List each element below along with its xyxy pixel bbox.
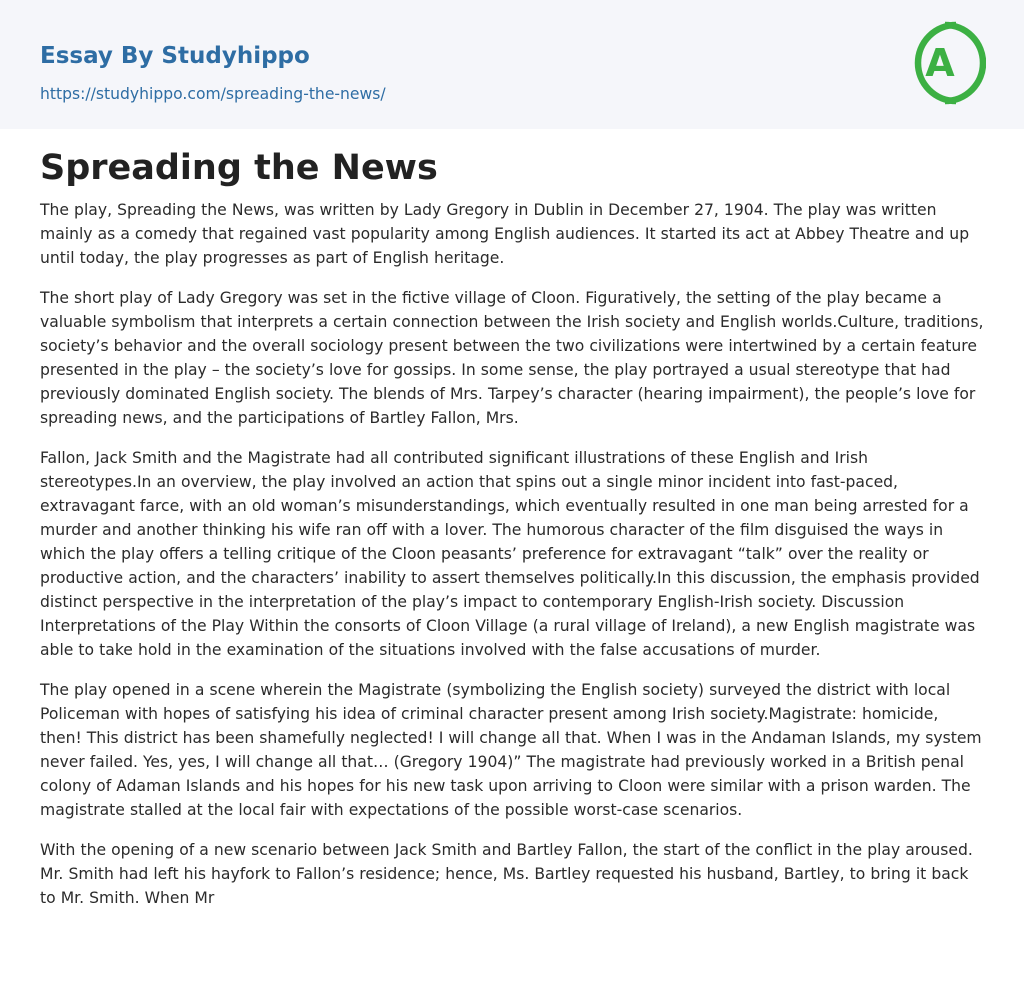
paragraph-2: The short play of Lady Gregory was set in the fictive village of Cloon. Figuratively, the setting of the play became a valuable symbolism that interprets a certain connection between the Irish society and English worlds.Culture, traditions, society’s behavior and the overall sociology present between the two civilizations were intertwined by a certain feature presented in the play – the society’s love for gossips. In some sense, the play portrayed a usual stereotype that had previously dominated English society. The blends of Mrs. Tarpey’s character (hearing impairment), the people’s love for spreading news, and the participations of Bartley Fallon, Mrs.: [40, 289, 984, 427]
paragraph-5: With the opening of a new scenario between Jack Smith and Bartley Fallon, the start of the conflict in the play aroused. Mr. Smith had left his hayfork to Fallon’s residence; hence, Ms. Bartley requested his husband, Bartley, to bring it back to Mr. Smith. When Mr: [40, 841, 973, 907]
paragraph-4: The play opened in a scene wherein the Magistrate (symbolizing the English society) surveyed the district with local Policeman with hopes of satisfying his idea of criminal character present among Irish society.Magistrate: homicide, then! This district has been shamefully neglected! I will change all that. When I was in the Andaman Islands, my system never failed. Yes, yes, I will change all that… (Gregory 1904)” The magistrate had previously worked in a British penal colony of Adaman Islands and his hopes for his new task upon arriving to Cloon were similar with a prison warden. The magistrate stalled at the local fair with expectations of the possible worst-case scenarios.: [40, 681, 982, 819]
article-url-link[interactable]: https://studyhippo.com/spreading-the-news/: [40, 85, 386, 103]
site-brand[interactable]: Essay By Studyhippo: [40, 43, 310, 69]
paragraph-3: Fallon, Jack Smith and the Magistrate had all contributed significant illustrations of these English and Irish stereotypes.In an overview, the play involved an action that spins out a single minor incident into fast-paced, extravagant farce, with an old woman’s misunderstandings, which eventually resulted in one man being arrested for a murder and another thinking his wife ran off with a lover. The humorous character of the film disguised the ways in which the play offers a telling critique of the Cloon peasants’ preference for extravagant “talk” over the reality or productive action, and the characters’ inability to assert themselves politically.In this discussion, the emphasis provided distinct perspective in the interpretation of the play’s impact to contemporary English-Irish society. Discussion Interpretations of the Play Within the consorts of Cloon Village (a rural village of Ireland), a new English magistrate was able to take hold in the examination of the situations involved with the false accusations of murder.: [40, 449, 980, 659]
logo-letter: A: [925, 41, 955, 85]
studyhippo-logo-icon[interactable]: [912, 19, 986, 107]
site-header: [0, 0, 1024, 129]
article-title: Spreading the News: [40, 148, 438, 188]
article-body: [40, 144, 984, 910]
paragraph-1: The play, Spreading the News, was written by Lady Gregory in Dublin in December 27, 1904. The play was written mainly as a comedy that regained vast popularity among English audiences. It started its act at Abbey Theatre and up until today, the play progresses as part of English heritage.: [40, 201, 970, 267]
